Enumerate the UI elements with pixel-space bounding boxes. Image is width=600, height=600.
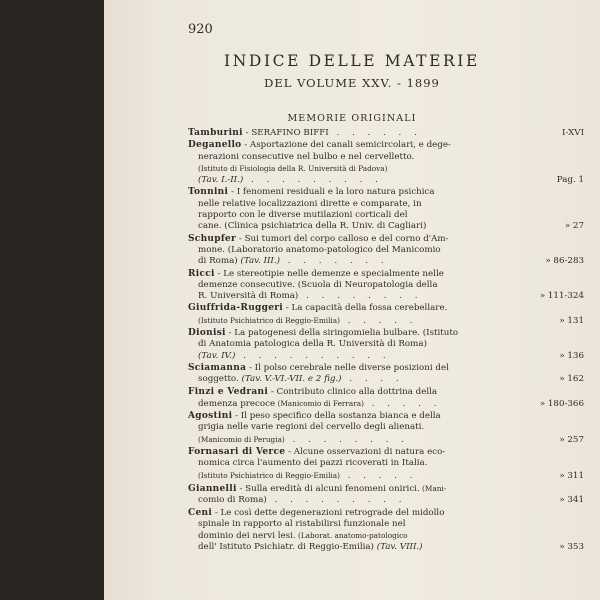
entry-title-text: dominio dei nervi lesi. <box>198 531 296 542</box>
entry-title-text: nerazioni consecutive nel bulbo e nel cervelletto. <box>198 151 415 162</box>
entry-title-text: - Le stereotipie nelle demenze e specialmente nelle <box>217 268 444 279</box>
entry-line <box>188 374 528 385</box>
volume-subtitle: DEL VOLUME XXV. - 1899 <box>264 76 440 90</box>
entry-author: Ceni <box>188 507 213 518</box>
entry-page-ref <box>528 328 584 362</box>
entry-text <box>188 387 528 411</box>
page-ref-text: » 162 <box>559 374 584 385</box>
page-ref-text: » 341 <box>559 495 584 506</box>
plate-reference: (Tav. III.) <box>237 256 280 267</box>
entry-line <box>188 411 528 422</box>
entry-page-ref <box>528 411 584 446</box>
entry-title-text: dell' Istituto Psichiatr. di Reggio-Emilia) <box>198 542 374 553</box>
entry-line <box>188 280 528 291</box>
index-entry <box>188 128 584 139</box>
entry-author: Giuffrida-Ruggeri <box>188 303 284 314</box>
page-ref-text: » 257 <box>559 434 584 445</box>
entry-line <box>188 303 528 314</box>
entry-title-text: - Sulla eredità di alcuni fenomeni onirici. <box>239 483 420 494</box>
entry-line <box>188 339 528 350</box>
index-entry <box>188 303 584 327</box>
entry-title-text: spinale in rapporto al ristabilirsi funzionale nel <box>198 518 406 529</box>
entry-page-ref <box>528 508 584 554</box>
institution-note: (Istituto di Fisiologia della R. Università di Padova) <box>198 163 388 173</box>
entry-text <box>188 508 528 554</box>
entry-title-text: cane. (Clinica psichiatrica della R. Univ. di Cagliari) <box>198 221 427 232</box>
entry-author: Sciamanna <box>188 362 247 373</box>
section-heading: MEMORIE ORIGINALI <box>287 113 417 124</box>
entry-line <box>188 398 528 410</box>
entry-author: Giannelli <box>188 483 237 494</box>
institution-note: (Mani- <box>419 483 447 493</box>
entry-title-text: grigia nelle varie regioni del cervello degli alienati. <box>198 422 425 433</box>
index-entry <box>188 363 584 386</box>
entry-title-text: nomica circa l'aumento dei pazzi ricoverati in Italia. <box>198 458 428 469</box>
entry-title-text: - Il polso cerebrale nelle diverse posizioni del <box>248 362 449 373</box>
entry-line <box>188 508 528 519</box>
plate-reference: (Tav. I.-II.) <box>198 175 244 186</box>
entry-line <box>188 221 528 232</box>
index-entry <box>188 411 584 446</box>
plate-reference: (Tav. V.-VI.-VII. e 2 fig.) <box>238 374 342 385</box>
entry-title-text: - La patogenesi della siringomielia bulbare. (Istituto <box>228 328 459 339</box>
entry-line <box>188 256 528 267</box>
entry-page-ref <box>528 387 584 411</box>
index-entry <box>188 483 584 507</box>
index-entry <box>188 234 584 268</box>
entry-title-text: demenza precoce <box>198 398 276 409</box>
entry-line <box>188 458 528 469</box>
entry-page-ref <box>528 269 584 303</box>
entry-line <box>188 447 528 458</box>
entry-line <box>188 315 528 327</box>
entry-title-text: - Contributo clinico alla dottrina della <box>270 386 438 397</box>
entry-page-ref <box>528 363 584 386</box>
entry-page-ref <box>528 234 584 268</box>
index-entry <box>188 328 584 362</box>
page-ref-text: » 180-366 <box>539 398 584 409</box>
entry-title-text: comio di Roma) <box>198 495 267 506</box>
entry-text <box>188 411 528 446</box>
dot-leader: . . . . . <box>363 398 442 409</box>
entry-page-ref <box>528 447 584 482</box>
entry-text <box>188 328 528 362</box>
entry-line <box>188 163 528 175</box>
entry-title-text: - Le così dette degenerazioni retrograde del midollo <box>214 507 445 518</box>
entry-title-text: - Sui tumori del corpo calloso e del corno d'Am- <box>238 233 449 244</box>
index-entry <box>188 269 584 303</box>
entry-line <box>188 210 528 221</box>
index-title: INDICE DELLE MATERIE <box>224 52 480 70</box>
index-entry <box>188 140 584 186</box>
entry-author: Tamburini <box>188 128 243 138</box>
entry-line <box>188 187 528 198</box>
entry-title-text: rapporto con le diverse mutilazioni corticali del <box>198 210 408 221</box>
page-ref-text: » 136 <box>559 350 584 361</box>
institution-note: (Manicomio di Perugia) <box>198 434 285 444</box>
entry-line <box>188 422 528 433</box>
entry-title-text: mone. (Laboratorio anatomo-patologico del Manicomio <box>198 244 441 255</box>
entry-title-text: demenze consecutive. (Scuola di Neuropatologia della <box>198 279 438 290</box>
entry-author: Dionisi <box>188 328 226 339</box>
page-ref-text: » 111-324 <box>539 291 584 302</box>
entry-line <box>188 495 528 506</box>
page-ref-text: » 86-283 <box>545 256 584 267</box>
entry-line <box>188 363 528 374</box>
entry-line <box>188 291 528 302</box>
page-ref-text: » 27 <box>564 221 584 232</box>
entry-line <box>188 351 528 362</box>
entry-title-text: - La capacità della fossa cerebellare. <box>285 303 448 314</box>
entry-line <box>188 542 528 553</box>
entry-title-text: R. Università di Roma) <box>198 291 299 302</box>
entry-page-ref <box>528 187 584 232</box>
page-ref-text: » 311 <box>559 470 584 481</box>
entry-title-text: - Asportazione dei canali semicircolari, e dege- <box>244 140 451 151</box>
dot-leader: . . . . . . . . <box>284 434 409 445</box>
page-number: 920 <box>188 22 213 37</box>
entry-line <box>188 152 528 163</box>
page-ref-text: Pag. 1 <box>556 175 584 186</box>
plate-reference: (Tav. IV.) <box>198 350 236 361</box>
entry-author: Fornasari di Verce <box>188 447 286 458</box>
entry-line <box>188 199 528 210</box>
entry-author: Ricci <box>188 268 215 279</box>
entry-author: Tonnini <box>188 187 229 198</box>
index-entry <box>188 387 584 411</box>
entry-page-ref <box>528 303 584 327</box>
dot-leader: . . . . . . . . . . <box>235 350 391 361</box>
entry-author: Schupfer <box>188 233 237 244</box>
entry-author: Deganello <box>188 140 242 151</box>
entry-text <box>188 234 528 268</box>
index-entry <box>188 508 584 554</box>
entry-line <box>188 245 528 256</box>
entry-line <box>188 530 528 542</box>
entry-title-text: di Anatomia patologica della R. Università di Roma) <box>198 339 427 350</box>
entry-line <box>188 140 528 151</box>
dot-leader: . . . . . <box>339 470 418 481</box>
dot-leader: . . . . <box>341 374 404 385</box>
entry-page-ref <box>528 483 584 507</box>
dot-leader: . . . . . . . . . <box>243 175 383 186</box>
dot-leader: . . . . . . <box>328 128 422 138</box>
entry-line <box>188 234 528 245</box>
index-entry <box>188 447 584 482</box>
institution-note: (Manicomio di Ferrara) <box>275 398 364 408</box>
entry-line <box>188 387 528 398</box>
index-entry <box>188 187 584 232</box>
entry-line <box>188 519 528 530</box>
page-ref-text: » 353 <box>559 542 584 553</box>
entry-title-text: - Il peso specifico della sostanza bianca e della <box>235 411 441 422</box>
entry-line <box>188 175 528 186</box>
institution-note: (Istituto Psichiatrico di Reggio-Emilia) <box>198 315 340 325</box>
entry-text <box>188 363 528 386</box>
dot-leader: . . . . . . . . . <box>266 495 407 506</box>
entry-text <box>188 269 528 303</box>
entry-line <box>188 128 528 139</box>
entry-text <box>188 303 528 327</box>
entry-page-ref <box>528 140 584 186</box>
dot-leader: . . . . . . . . <box>298 291 423 302</box>
entry-title-text: - I fenomeni residuali e la loro natura psichica <box>231 187 435 198</box>
entry-text <box>188 140 528 186</box>
entry-title-text: - SERAFINO BIFFI <box>245 128 329 138</box>
institution-note: (Laborat. anatomo-patologico <box>295 531 408 541</box>
index-entries <box>188 128 584 555</box>
entry-author: Finzi e Vedrani <box>188 386 269 397</box>
book-page <box>104 0 600 600</box>
institution-note: (Istituto Psichiatrico di Reggio-Emilia) <box>198 470 340 480</box>
dot-leader: . . . . . . . <box>279 256 389 267</box>
entry-title-text: di Roma) <box>198 256 238 267</box>
entry-line <box>188 269 528 280</box>
entry-title-text: - Alcune osservazioni di natura eco- <box>288 447 446 458</box>
page-ref-text: » 131 <box>559 315 584 326</box>
entry-page-ref <box>528 128 584 139</box>
entry-title-text: nelle relative localizzazioni dirette e comparate, in <box>198 198 422 209</box>
entry-line <box>188 483 528 495</box>
dot-leader: . . . . . <box>339 315 418 326</box>
entry-title-text: soggetto. <box>198 374 239 385</box>
page-ref-text: I-XVI <box>562 128 584 138</box>
entry-line <box>188 470 528 482</box>
entry-text <box>188 447 528 482</box>
entry-text <box>188 187 528 232</box>
entry-author: Agostini <box>188 411 233 422</box>
entry-text <box>188 128 528 139</box>
entry-line <box>188 434 528 446</box>
plate-reference: (Tav. VIII.) <box>373 542 423 553</box>
entry-text <box>188 483 528 507</box>
entry-line <box>188 328 528 339</box>
